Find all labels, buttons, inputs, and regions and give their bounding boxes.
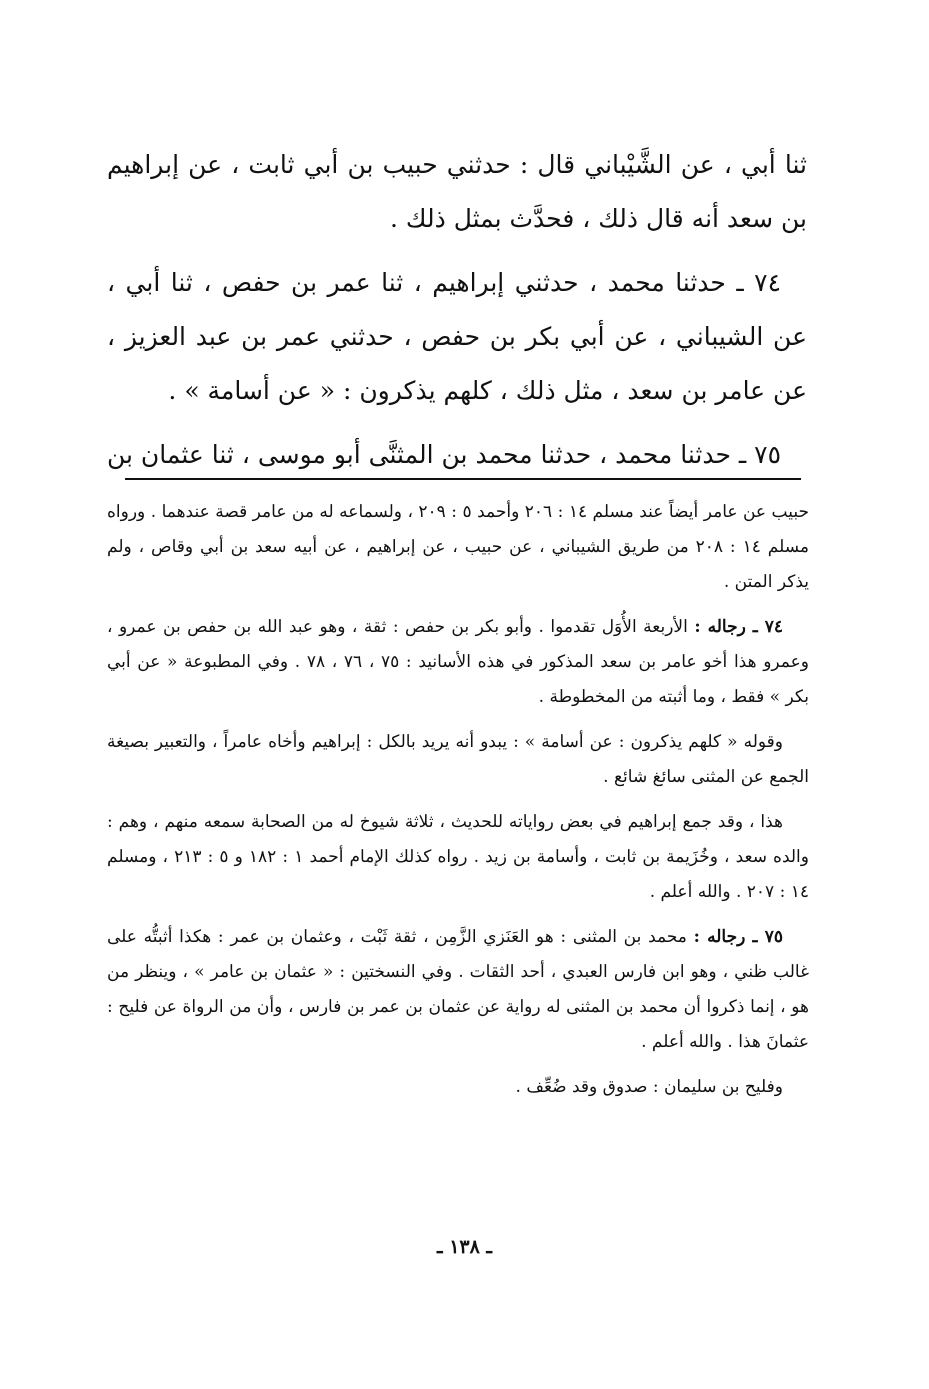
footnote-75-note: وفليح بن سليمان : صدوق وقد ضُعِّف . [515,1077,783,1097]
main-paragraph-1: ثنا أبي ، عن الشَّيْباني قال : حدثني حبيب بن أبي ثابت ، عن إبراهيم بن سعد أنه قال ذلك ، فحدَّث بمثل ذلك . [107,150,807,233]
main-paragraph-75: ٧٥ ـ حدثنا محمد ، حدثنا محمد بن المثنَّى أبو موسى ، ثنا عثمان بن [106,440,781,469]
footnote-74-extra: هذا ، وقد جمع إبراهيم في بعض رواياته للحديث ، ثلاثة شيوخ له من الصحابة سمعه منهم ، وهم : والده سعد ، وخُزَيمة بن ثابت ، وأسامة بن زيد . رواه كذلك الإمام أحمد ١ : ١٨٢ و ٥ : ٢١٣ ، ومسلم ١٤ : ٢٠٧ . والله أعلم . [107,812,809,902]
main-paragraph-74: ٧٤ ـ حدثنا محمد ، حدثني إبراهيم ، ثنا عمر بن حفص ، ثنا أبي ، عن الشيباني ، عن أبي بكر بن حفص ، حدثني عمر بن عبد العزيز ، عن عامر بن سعد ، مثل ذلك ، كلهم يذكرون : « عن أسامة » . [107,268,807,405]
footnote-74-label: ٧٤ ـ رجاله : [694,617,784,637]
page-number: ـ ١٣٨ ـ [437,1236,492,1258]
footnote-75-label: ٧٥ ـ رجاله : [693,927,784,947]
footnote-74-note: وقوله « كلهم يذكرون : عن أسامة » : يبدو أنه يريد بالكل : إبراهيم وأخاه عامراً ، والتعبير بصيغة الجمع عن المثنى سائغ شائع . [107,732,809,787]
footnotes [107,495,809,1115]
main-text [107,138,807,492]
footnote-74 [107,610,809,715]
footnote-75-text: محمد بن المثنى : هو العَنَزي الزَّمِن ، ثقة ثَبْت ، وعثمان بن عمر : هكذا أثبتُّه على غالب ظني ، وهو ابن فارس العبدي ، أحد الثقات . وفي النسختين : « عثمان بن عامر » ، وينظر من هو ، إنما ذكروا أن محمد بن المثنى له رواية عن عثمان بن عمر بن فارس ، وأن من الرواة عن فليح : عثمانَ هذا . والله أعلم . [107,927,810,1052]
footnote-1: حبيب عن عامر أيضاً عند مسلم ١٤ : ٢٠٦ وأحمد ٥ : ٢٠٩ ، ولسماعه له من عامر قصة عندهما . ورواه مسلم ١٤ : ٢٠٨ من طريق الشيباني ، عن حبيب ، عن إبراهيم ، عن أبيه سعد بن أبي وقاص ، ولم يذكر المتن . [107,502,809,592]
footnote-separator [125,478,801,480]
footnote-74-text: الأربعة الأُوَل تقدموا . وأبو بكر بن حفص : ثقة ، وهو عبد الله بن حفص بن عمرو ، وعمرو هذا أخو عامر بن سعد المذكور في هذه الأسانيد : ٧٥ ، ٧٦ ، ٧٨ . وفي المطبوعة « عن أبي بكر » فقط ، وما أثبته من المخطوطة . [107,617,809,707]
footnote-75 [107,920,809,1060]
